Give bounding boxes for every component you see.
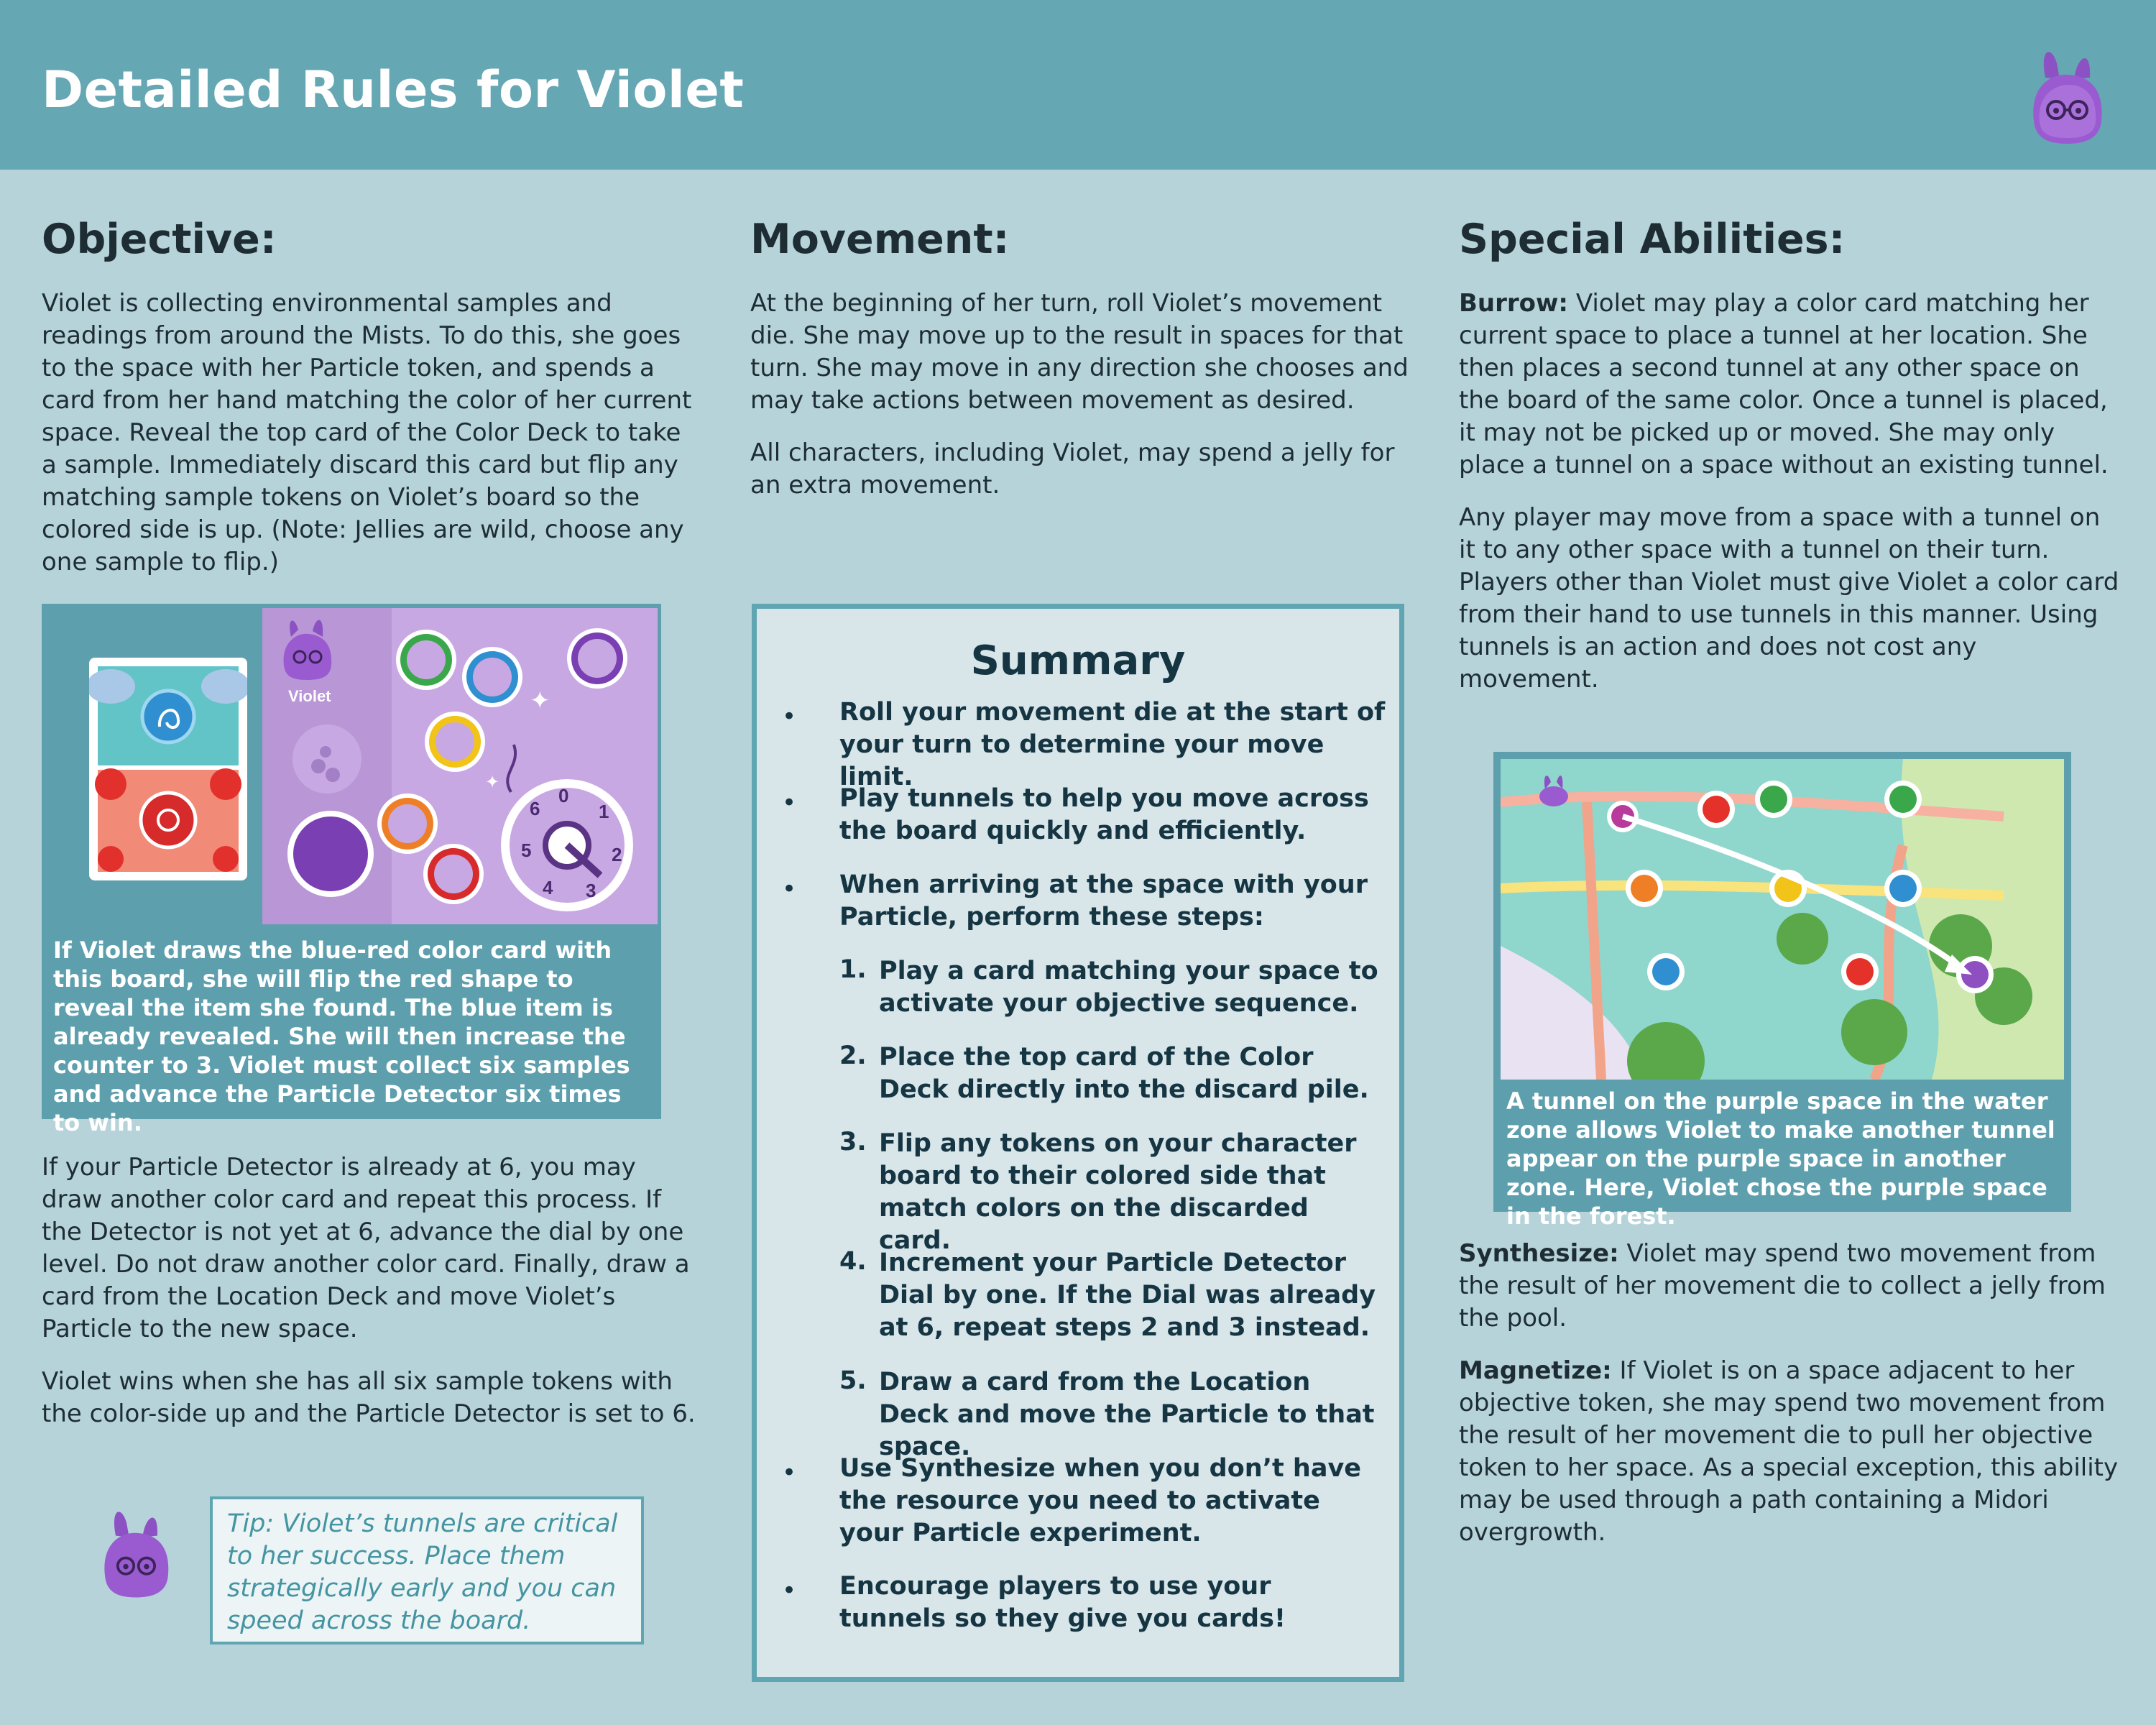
synthesize-text: Violet may spend two movement from the result of her movement die to collect a jelly from the pool. [1459,1239,2106,1333]
svg-text:✦: ✦ [485,772,500,792]
step-number: 4. [839,1247,867,1276]
synthesize-paragraph [1459,1238,2120,1335]
synthesize-label: Synthesize: [1459,1239,1619,1268]
objective-paragraph-2: If your Particle Detector is already at 6, you may draw another color card and repeat this process. If the Detector is not yet at 6, advance the dial by one level. Do not draw another color card. Finally, draw a card from the Location Deck and move Violet’s Particle to the new space. [42,1153,690,1343]
page-title: Detailed Rules for Violet [42,60,745,119]
movement-paragraph-1: At the beginning of her turn, roll Violet’s movement die. She may move up to the result in spaces for that turn. She may move in any direction she chooses and may take actions between movement as desired. [750,289,1409,415]
svg-text:✦: ✦ [530,686,550,715]
summary-bullet: Roll your movement die at the start of your turn to determine your move limit. [839,698,1386,791]
violet-mascot-icon [89,1502,183,1603]
objective-paragraph: Violet is collecting environmental samples and readings from around the Mists. To do this, she goes to the space with her Particle token, and spends a card from her hand matching the color of her current space. Reveal the top card of the Color Deck to take a sample. Immediately discard this card but flip any matching sample tokens on Violet’s board so the colored side is up. (Note: Jellies are wild, choose any one sample to flip.) [42,289,692,576]
step-number: 3. [839,1128,867,1156]
dial-number: 1 [599,801,609,822]
header-bar [0,0,2156,170]
summary-step: Draw a card from the Location Deck and move the Particle to that space. [879,1368,1375,1461]
step-number: 2. [839,1041,867,1070]
board-label: Violet [288,687,331,705]
magnetize-label: Magnetize: [1459,1356,1612,1385]
step-number: 5. [839,1366,867,1395]
dial-number: 6 [530,798,540,819]
bullet-icon: • [782,875,797,903]
dial-number: 3 [586,880,596,901]
abilities-section [1459,216,2120,716]
summary-step: Play a card matching your space to activate your objective sequence. [879,957,1378,1018]
summary-bullet: Play tunnels to help you move across the board quickly and efficiently. [839,784,1369,845]
color-card-image [89,658,247,880]
step-number: 1. [839,955,867,984]
dial-number: 2 [612,844,622,865]
objective-paragraph-3: Violet wins when she has all six sample tokens with the color-side up and the Particle Detector is set to 6. [42,1367,696,1428]
tunnel-map-figure [1493,752,2071,1230]
tip-text: Tip: Violet’s tunnels are critical to her success. Place them strategically early and you can speed across the board. [227,1509,618,1635]
summary-step: Place the top card of the Color Deck directly into the discard pile. [879,1043,1369,1104]
summary-title: Summary [970,638,1186,684]
summary-step: Increment your Particle Detector Dial by one. If the Dial was already at 6, repeat steps 2 and 3 instead. [879,1248,1376,1342]
burrow-text: Violet may play a color card matching her current space to place a tunnel at her location. She then places a second tunnel at any other space on the board of the same color. Once a tunnel is placed, it may not be picked up or moved. She may only place a tunnel on a space without an existing tunnel. [1459,289,2109,479]
tunnels-paragraph: Any player may move from a space with a tunnel on it to any other space with a tunnel on their turn. Players other than Violet must give Violet a color card from their hand to use tunnels in this manner. Using tunnels is an action and does not cost any movement. [1459,503,2119,694]
objective-section [42,216,703,599]
dial-number: 0 [558,785,569,806]
movement-section [750,216,1411,522]
violet-mascot-icon [2024,42,2110,150]
burrow-paragraph [1459,288,2120,482]
burrow-label: Burrow: [1459,289,1569,318]
tip-box [210,1496,644,1644]
abilities-continued [1459,1238,2120,1569]
objective-heading: Objective: [42,216,277,263]
abilities-heading: Special Abilities: [1459,216,1846,263]
magnetize-text: If Violet is on a space adjacent to her objective token, she may spend two movement from the result of her movement die to pull her objective token to her space. As a special exception, this ability may be used through a path containing a Midori overgrowth. [1459,1356,2119,1547]
objective-continued [42,1151,703,1450]
objective-figure-caption: If Violet draws the blue-red color card with this board, she will flip the red shape to reveal the item she found. The blue item is already revealed. She will then increase the counter to 3. Violet must collect six samples and advance the Particle Detector six times to win. [53,937,630,1136]
movement-heading: Movement: [750,216,1010,263]
tunnel-map-caption: A tunnel on the purple space in the water zone allows Violet to make another tunnel appear on the purple space in another zone. Here, Violet chose the purple space in the forest. [1506,1087,2055,1230]
bullet-icon: • [782,1576,797,1605]
movement-paragraph-2: All characters, including Violet, may spend a jelly for an extra movement. [750,438,1395,500]
violet-character-board [262,608,658,924]
objective-figure [42,604,661,1136]
summary-bullet: When arriving at the space with your Particle, perform these steps: [839,870,1368,932]
dial-number: 5 [521,840,532,861]
magnetize-paragraph [1459,1355,2120,1549]
tunnel-map-image [1501,759,2064,1080]
bullet-icon: • [782,1458,797,1487]
summary-box [752,604,1404,1682]
bullet-icon: • [782,788,797,817]
bullet-icon: • [782,702,797,731]
summary-step: Flip any tokens on your character board to their colored side that match colors on the discarded card. [879,1129,1357,1255]
dial-number: 4 [543,877,553,898]
summary-bullet: Encourage players to use your tunnels so they give you cards! [839,1572,1286,1633]
summary-bullet: Use Synthesize when you don’t have the resource you need to activate your Particle experiment. [839,1454,1361,1547]
